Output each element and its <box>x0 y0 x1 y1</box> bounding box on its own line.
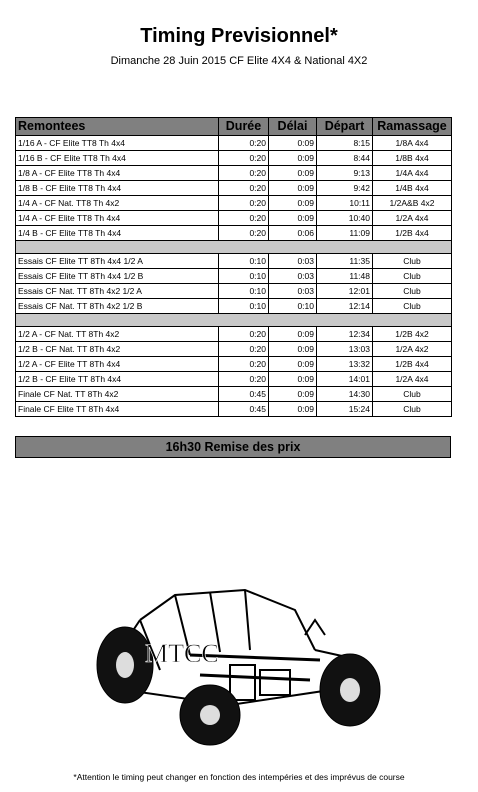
timing-body <box>16 136 452 417</box>
column-header-remontees: Remontees <box>16 118 219 136</box>
cell-ramassage: 1/4A 4x4 <box>373 166 452 181</box>
cell-delai: 0:09 <box>269 166 317 181</box>
cell-delai: 0:09 <box>269 196 317 211</box>
cell-duree: 0:20 <box>219 151 269 166</box>
cell-depart: 13:03 <box>317 342 373 357</box>
page-title: Timing Previsionnel* <box>140 25 338 47</box>
cell-race: 1/16 A - CF Elite TT8 Th 4x4 <box>16 136 219 151</box>
cell-ramassage: 1/2A 4x2 <box>373 342 452 357</box>
cell-race: Essais CF Elite TT 8Th 4x4 1/2 A <box>16 254 219 269</box>
timing-table <box>15 117 452 417</box>
cell-ramassage: Club <box>373 402 452 417</box>
table-row <box>16 357 452 372</box>
cell-duree: 0:20 <box>219 357 269 372</box>
cell-depart: 8:44 <box>317 151 373 166</box>
cell-duree: 0:20 <box>219 181 269 196</box>
cell-race: Essais CF Nat. TT 8Th 4x2 1/2 A <box>16 284 219 299</box>
footnote: *Attention le timing peut changer en fonction des intempéries et des imprévus de course <box>73 772 405 782</box>
cell-delai: 0:09 <box>269 181 317 196</box>
cell-depart: 11:35 <box>317 254 373 269</box>
cell-depart: 15:24 <box>317 402 373 417</box>
cell-delai: 0:06 <box>269 226 317 241</box>
cell-duree: 0:20 <box>219 136 269 151</box>
cell-duree: 0:20 <box>219 342 269 357</box>
table-row <box>16 166 452 181</box>
table-row <box>16 181 452 196</box>
table-header-row <box>16 118 452 136</box>
prize-banner: 16h30 Remise des prix <box>15 436 451 458</box>
cell-delai: 0:03 <box>269 269 317 284</box>
cell-race: 1/8 A - CF Elite TT8 Th 4x4 <box>16 166 219 181</box>
cell-race: 1/4 B - CF Elite TT8 Th 4x4 <box>16 226 219 241</box>
cell-race: 1/2 A - CF Elite TT 8Th 4x4 <box>16 357 219 372</box>
table-row <box>16 387 452 402</box>
cell-delai: 0:09 <box>269 372 317 387</box>
cell-depart: 9:42 <box>317 181 373 196</box>
table-row <box>16 254 452 269</box>
cell-duree: 0:45 <box>219 387 269 402</box>
cell-depart: 8:15 <box>317 136 373 151</box>
separator-cell <box>16 241 452 254</box>
cell-delai: 0:09 <box>269 402 317 417</box>
cell-depart: 14:30 <box>317 387 373 402</box>
cell-delai: 0:09 <box>269 387 317 402</box>
cell-race: 1/2 B - CF Nat. TT 8Th 4x2 <box>16 342 219 357</box>
cell-ramassage: 1/8B 4x4 <box>373 151 452 166</box>
table-row <box>16 151 452 166</box>
cell-ramassage: 1/2A&B 4x2 <box>373 196 452 211</box>
cell-race: 1/8 B - CF Elite TT8 Th 4x4 <box>16 181 219 196</box>
cell-race: Essais CF Elite TT 8Th 4x4 1/2 B <box>16 269 219 284</box>
cell-delai: 0:03 <box>269 284 317 299</box>
cell-duree: 0:20 <box>219 211 269 226</box>
table-row <box>16 211 452 226</box>
cell-depart: 13:32 <box>317 357 373 372</box>
column-header-delai: Délai <box>269 118 317 136</box>
cell-race: Finale CF Nat. TT 8Th 4x2 <box>16 387 219 402</box>
cell-depart: 9:13 <box>317 166 373 181</box>
cell-ramassage: 1/2A 4x4 <box>373 211 452 226</box>
column-header-ramassage: Ramassage <box>373 118 452 136</box>
cell-duree: 0:20 <box>219 327 269 342</box>
cell-race: Finale CF Elite TT 8Th 4x4 <box>16 402 219 417</box>
cell-ramassage: 1/2B 4x2 <box>373 327 452 342</box>
cell-duree: 0:20 <box>219 196 269 211</box>
cell-delai: 0:03 <box>269 254 317 269</box>
separator-cell <box>16 314 452 327</box>
group-separator <box>16 241 452 254</box>
table-row <box>16 299 452 314</box>
cell-ramassage: Club <box>373 299 452 314</box>
cell-depart: 10:11 <box>317 196 373 211</box>
cell-race: 1/4 A - CF Elite TT8 Th 4x4 <box>16 211 219 226</box>
cell-duree: 0:10 <box>219 284 269 299</box>
cell-duree: 0:10 <box>219 254 269 269</box>
page-subtitle: Dimanche 28 Juin 2015 CF Elite 4X4 & National 4X2 <box>110 55 368 67</box>
cell-ramassage: 1/2B 4x4 <box>373 226 452 241</box>
table-row <box>16 269 452 284</box>
cell-race: 1/2 B - CF Elite TT 8Th 4x4 <box>16 372 219 387</box>
table-row <box>16 196 452 211</box>
table-row <box>16 372 452 387</box>
cell-depart: 12:34 <box>317 327 373 342</box>
cell-ramassage: 1/8A 4x4 <box>373 136 452 151</box>
cell-depart: 11:48 <box>317 269 373 284</box>
cell-depart: 14:01 <box>317 372 373 387</box>
logo-text: MTCC <box>145 639 219 668</box>
cell-duree: 0:10 <box>219 269 269 284</box>
table-row <box>16 342 452 357</box>
cell-ramassage: 1/2A 4x4 <box>373 372 452 387</box>
table-row <box>16 136 452 151</box>
cell-delai: 0:09 <box>269 211 317 226</box>
cell-ramassage: Club <box>373 254 452 269</box>
cell-race: 1/4 A - CF Nat. TT8 Th 4x2 <box>16 196 219 211</box>
cell-duree: 0:45 <box>219 402 269 417</box>
cell-depart: 11:09 <box>317 226 373 241</box>
cell-delai: 0:09 <box>269 136 317 151</box>
cell-ramassage: Club <box>373 387 452 402</box>
column-header-duree: Durée <box>219 118 269 136</box>
table-row <box>16 327 452 342</box>
table-row <box>16 402 452 417</box>
cell-ramassage: 1/4B 4x4 <box>373 181 452 196</box>
cell-depart: 10:40 <box>317 211 373 226</box>
cell-delai: 0:09 <box>269 151 317 166</box>
cell-depart: 12:01 <box>317 284 373 299</box>
group-separator <box>16 314 452 327</box>
cell-ramassage: 1/2B 4x4 <box>373 357 452 372</box>
cell-duree: 0:10 <box>219 299 269 314</box>
cell-delai: 0:09 <box>269 327 317 342</box>
cell-duree: 0:20 <box>219 372 269 387</box>
cell-delai: 0:10 <box>269 299 317 314</box>
cell-race: 1/16 B - CF Elite TT8 Th 4x4 <box>16 151 219 166</box>
table-row <box>16 284 452 299</box>
cell-depart: 12:14 <box>317 299 373 314</box>
column-header-depart: Départ <box>317 118 373 136</box>
table-row <box>16 226 452 241</box>
cell-race: Essais CF Nat. TT 8Th 4x2 1/2 B <box>16 299 219 314</box>
cell-delai: 0:09 <box>269 357 317 372</box>
cell-ramassage: Club <box>373 284 452 299</box>
mtcc-buggy-logo <box>80 580 410 750</box>
cell-duree: 0:20 <box>219 166 269 181</box>
cell-ramassage: Club <box>373 269 452 284</box>
cell-delai: 0:09 <box>269 342 317 357</box>
cell-race: 1/2 A - CF Nat. TT 8Th 4x2 <box>16 327 219 342</box>
cell-duree: 0:20 <box>219 226 269 241</box>
